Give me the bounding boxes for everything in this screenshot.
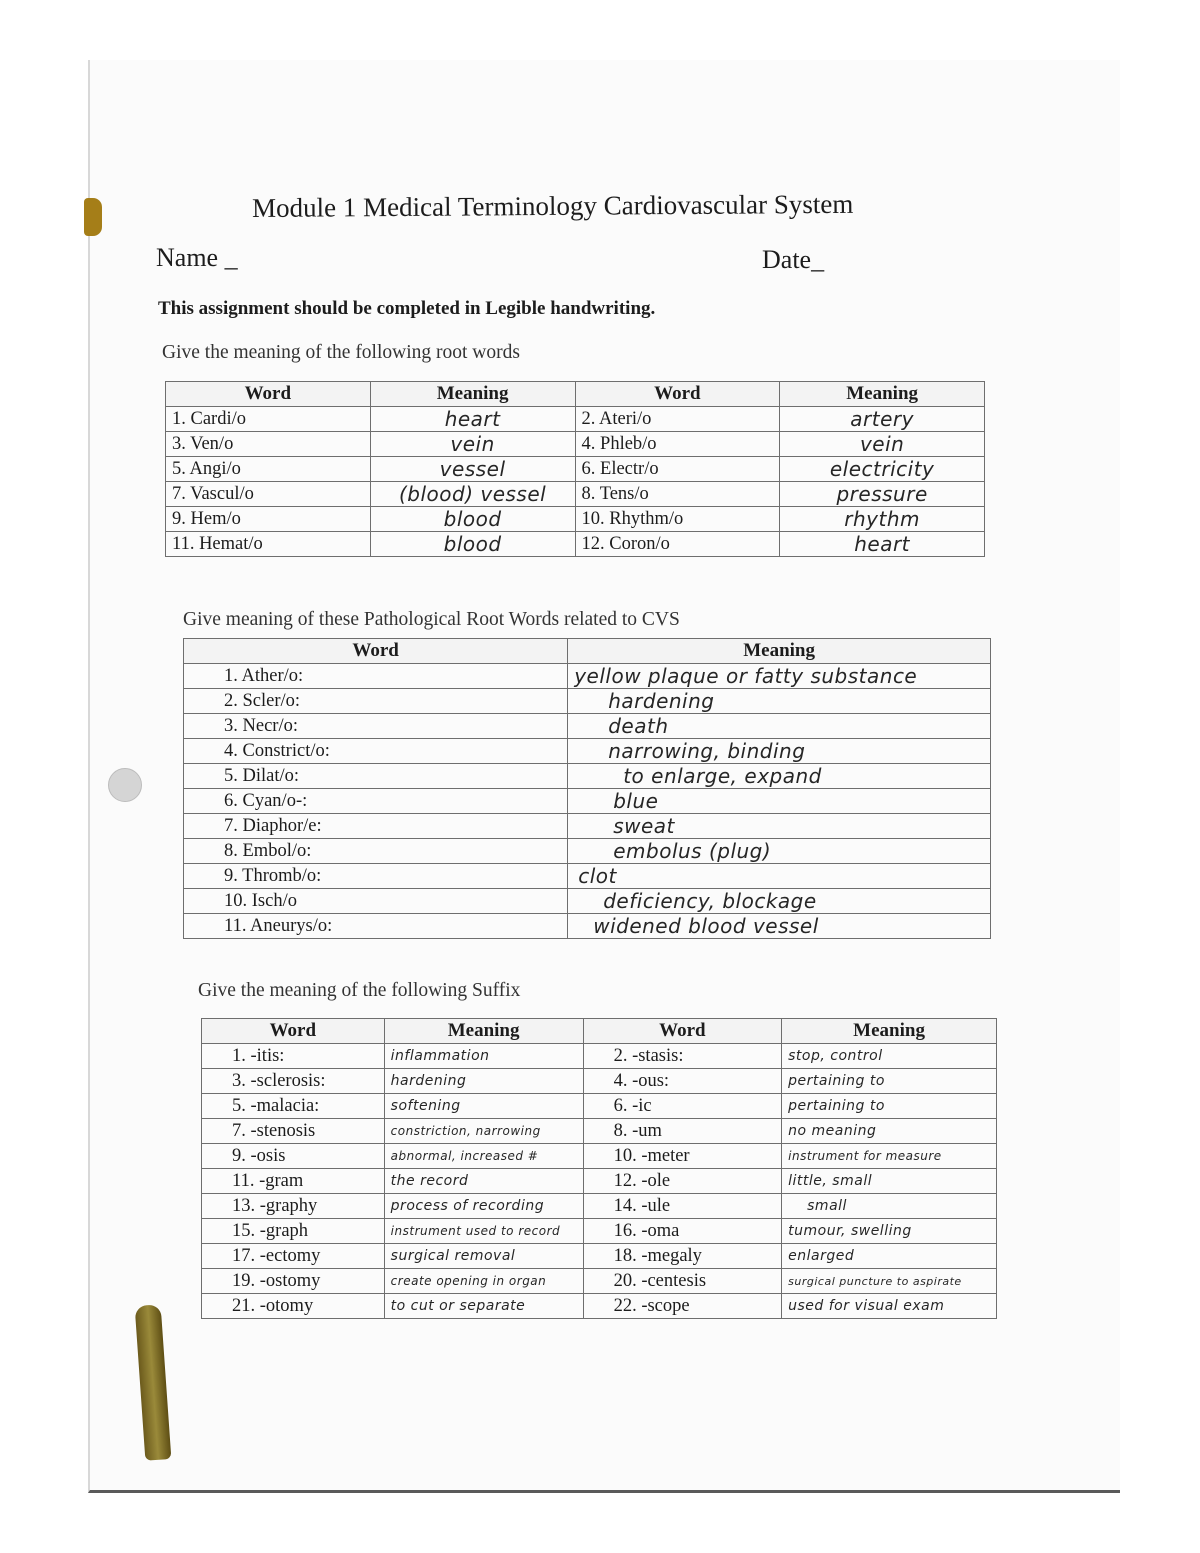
table-row — [202, 1069, 997, 1094]
table-row — [202, 1119, 997, 1144]
instruction-text: This assignment should be completed in Legible handwriting. — [158, 298, 656, 319]
meaning-cell: hardening — [568, 689, 991, 714]
word-cell: 11. -gram — [202, 1169, 385, 1194]
section3-label: Give the meaning of the following Suffix — [198, 980, 521, 1001]
meaning-cell: create opening in organ — [384, 1269, 583, 1294]
word-cell: 11. Aneurys/o: — [184, 914, 568, 939]
column-header: Word — [166, 382, 371, 407]
meaning-cell: blue — [568, 789, 991, 814]
meaning-cell: used for visual exam — [782, 1294, 997, 1319]
word-cell: 8. -um — [583, 1119, 782, 1144]
word-cell: 20. -centesis — [583, 1269, 782, 1294]
meaning-cell: yellow plaque or fatty substance — [568, 664, 991, 689]
word-cell: 5. Angi/o — [166, 457, 371, 482]
column-header: Meaning — [370, 382, 575, 407]
column-header: Meaning — [568, 639, 991, 664]
column-header: Meaning — [782, 1019, 997, 1044]
table-row — [184, 764, 991, 789]
table-row — [202, 1244, 997, 1269]
word-cell: 8. Tens/o — [575, 482, 780, 507]
meaning-cell: no meaning — [782, 1119, 997, 1144]
section1-label: Give the meaning of the following root words — [162, 342, 520, 363]
meaning-cell: vessel — [370, 457, 575, 482]
word-cell: 4. Phleb/o — [575, 432, 780, 457]
word-cell: 15. -graph — [202, 1219, 385, 1244]
word-cell: 6. -ic — [583, 1094, 782, 1119]
meaning-cell: instrument for measure — [782, 1144, 997, 1169]
meaning-cell: death — [568, 714, 991, 739]
meaning-cell: little, small — [782, 1169, 997, 1194]
word-cell: 9. Hem/o — [166, 507, 371, 532]
meaning-cell: artery — [780, 407, 985, 432]
table-row — [166, 482, 985, 507]
meaning-cell: rhythm — [780, 507, 985, 532]
word-cell: 1. -itis: — [202, 1044, 385, 1069]
column-header: Word — [184, 639, 568, 664]
punch-hole — [108, 768, 142, 802]
table-row — [184, 664, 991, 689]
meaning-cell: electricity — [780, 457, 985, 482]
page-title: Module 1 Medical Terminology Cardiovascular System — [252, 188, 854, 223]
word-cell: 6. Cyan/o-: — [184, 789, 568, 814]
table-header-row — [166, 382, 985, 407]
table-row — [166, 507, 985, 532]
word-cell: 7. -stenosis — [202, 1119, 385, 1144]
meaning-cell: process of recording — [384, 1194, 583, 1219]
column-header: Meaning — [780, 382, 985, 407]
meaning-cell: constriction, narrowing — [384, 1119, 583, 1144]
table-row — [202, 1219, 997, 1244]
column-header: Word — [202, 1019, 385, 1044]
binder-clip-top — [84, 198, 102, 236]
word-cell: 7. Vascul/o — [166, 482, 371, 507]
meaning-cell: blood — [370, 507, 575, 532]
meaning-cell: instrument used to record — [384, 1219, 583, 1244]
pathological-roots-table — [183, 638, 991, 939]
meaning-cell: the record — [384, 1169, 583, 1194]
table-row — [202, 1044, 997, 1069]
meaning-cell: to enlarge, expand — [568, 764, 991, 789]
table-row — [184, 864, 991, 889]
meaning-cell: (blood) vessel — [370, 482, 575, 507]
word-cell: 22. -scope — [583, 1294, 782, 1319]
table-row — [184, 689, 991, 714]
meaning-cell: heart — [370, 407, 575, 432]
meaning-cell: deficiency, blockage — [568, 889, 991, 914]
meaning-cell: abnormal, increased # — [384, 1144, 583, 1169]
table-header-row — [202, 1019, 997, 1044]
meaning-cell: surgical removal — [384, 1244, 583, 1269]
word-cell: 14. -ule — [583, 1194, 782, 1219]
meaning-cell: pressure — [780, 482, 985, 507]
word-cell: 18. -megaly — [583, 1244, 782, 1269]
meaning-cell: to cut or separate — [384, 1294, 583, 1319]
column-header: Word — [575, 382, 780, 407]
meaning-cell: stop, control — [782, 1044, 997, 1069]
meaning-cell: pertaining to — [782, 1069, 997, 1094]
table-row — [166, 432, 985, 457]
table-row — [184, 814, 991, 839]
meaning-cell: pertaining to — [782, 1094, 997, 1119]
meaning-cell: blood — [370, 532, 575, 557]
table-row — [202, 1294, 997, 1319]
table-row — [184, 889, 991, 914]
word-cell: 21. -otomy — [202, 1294, 385, 1319]
meaning-cell: heart — [780, 532, 985, 557]
word-cell: 7. Diaphor/e: — [184, 814, 568, 839]
word-cell: 2. Scler/o: — [184, 689, 568, 714]
table-row — [184, 714, 991, 739]
column-header: Word — [583, 1019, 782, 1044]
meaning-cell: hardening — [384, 1069, 583, 1094]
table-header-row — [184, 639, 991, 664]
meaning-cell: small — [782, 1194, 997, 1219]
meaning-cell: sweat — [568, 814, 991, 839]
meaning-cell: vein — [370, 432, 575, 457]
word-cell: 8. Embol/o: — [184, 839, 568, 864]
word-cell: 9. Thromb/o: — [184, 864, 568, 889]
word-cell: 5. Dilat/o: — [184, 764, 568, 789]
meaning-cell: softening — [384, 1094, 583, 1119]
column-header: Meaning — [384, 1019, 583, 1044]
word-cell: 3. Ven/o — [166, 432, 371, 457]
word-cell: 5. -malacia: — [202, 1094, 385, 1119]
date-field-label: Date_ — [762, 245, 825, 274]
word-cell: 10. -meter — [583, 1144, 782, 1169]
word-cell: 1. Ather/o: — [184, 664, 568, 689]
word-cell: 4. -ous: — [583, 1069, 782, 1094]
meaning-cell: narrowing, binding — [568, 739, 991, 764]
table-row — [184, 839, 991, 864]
word-cell: 11. Hemat/o — [166, 532, 371, 557]
word-cell: 19. -ostomy — [202, 1269, 385, 1294]
meaning-cell: surgical puncture to aspirate — [782, 1269, 997, 1294]
table-row — [202, 1169, 997, 1194]
word-cell: 1. Cardi/o — [166, 407, 371, 432]
word-cell: 3. -sclerosis: — [202, 1069, 385, 1094]
meaning-cell: tumour, swelling — [782, 1219, 997, 1244]
word-cell: 13. -graphy — [202, 1194, 385, 1219]
word-cell: 10. Rhythm/o — [575, 507, 780, 532]
word-cell: 17. -ectomy — [202, 1244, 385, 1269]
word-cell: 10. Isch/o — [184, 889, 568, 914]
word-cell: 9. -osis — [202, 1144, 385, 1169]
meaning-cell: clot — [568, 864, 991, 889]
table-row — [166, 457, 985, 482]
word-cell: 6. Electr/o — [575, 457, 780, 482]
name-field-label: Name _ — [156, 243, 238, 272]
table-row — [202, 1144, 997, 1169]
section2-label: Give meaning of these Pathological Root Words related to CVS — [183, 609, 680, 630]
word-cell: 16. -oma — [583, 1219, 782, 1244]
word-cell: 12. -ole — [583, 1169, 782, 1194]
word-cell: 12. Coron/o — [575, 532, 780, 557]
meaning-cell: enlarged — [782, 1244, 997, 1269]
meaning-cell: vein — [780, 432, 985, 457]
meaning-cell: embolus (plug) — [568, 839, 991, 864]
word-cell: 2. Ateri/o — [575, 407, 780, 432]
word-cell: 3. Necr/o: — [184, 714, 568, 739]
table-row — [166, 407, 985, 432]
word-cell: 2. -stasis: — [583, 1044, 782, 1069]
meaning-cell: widened blood vessel — [568, 914, 991, 939]
table-row — [202, 1269, 997, 1294]
table-row — [184, 789, 991, 814]
root-words-table — [165, 381, 985, 557]
table-row — [202, 1194, 997, 1219]
word-cell: 4. Constrict/o: — [184, 739, 568, 764]
table-row — [184, 739, 991, 764]
meaning-cell: inflammation — [384, 1044, 583, 1069]
table-row — [202, 1094, 997, 1119]
table-row — [184, 914, 991, 939]
suffix-table — [201, 1018, 997, 1319]
table-row — [166, 532, 985, 557]
